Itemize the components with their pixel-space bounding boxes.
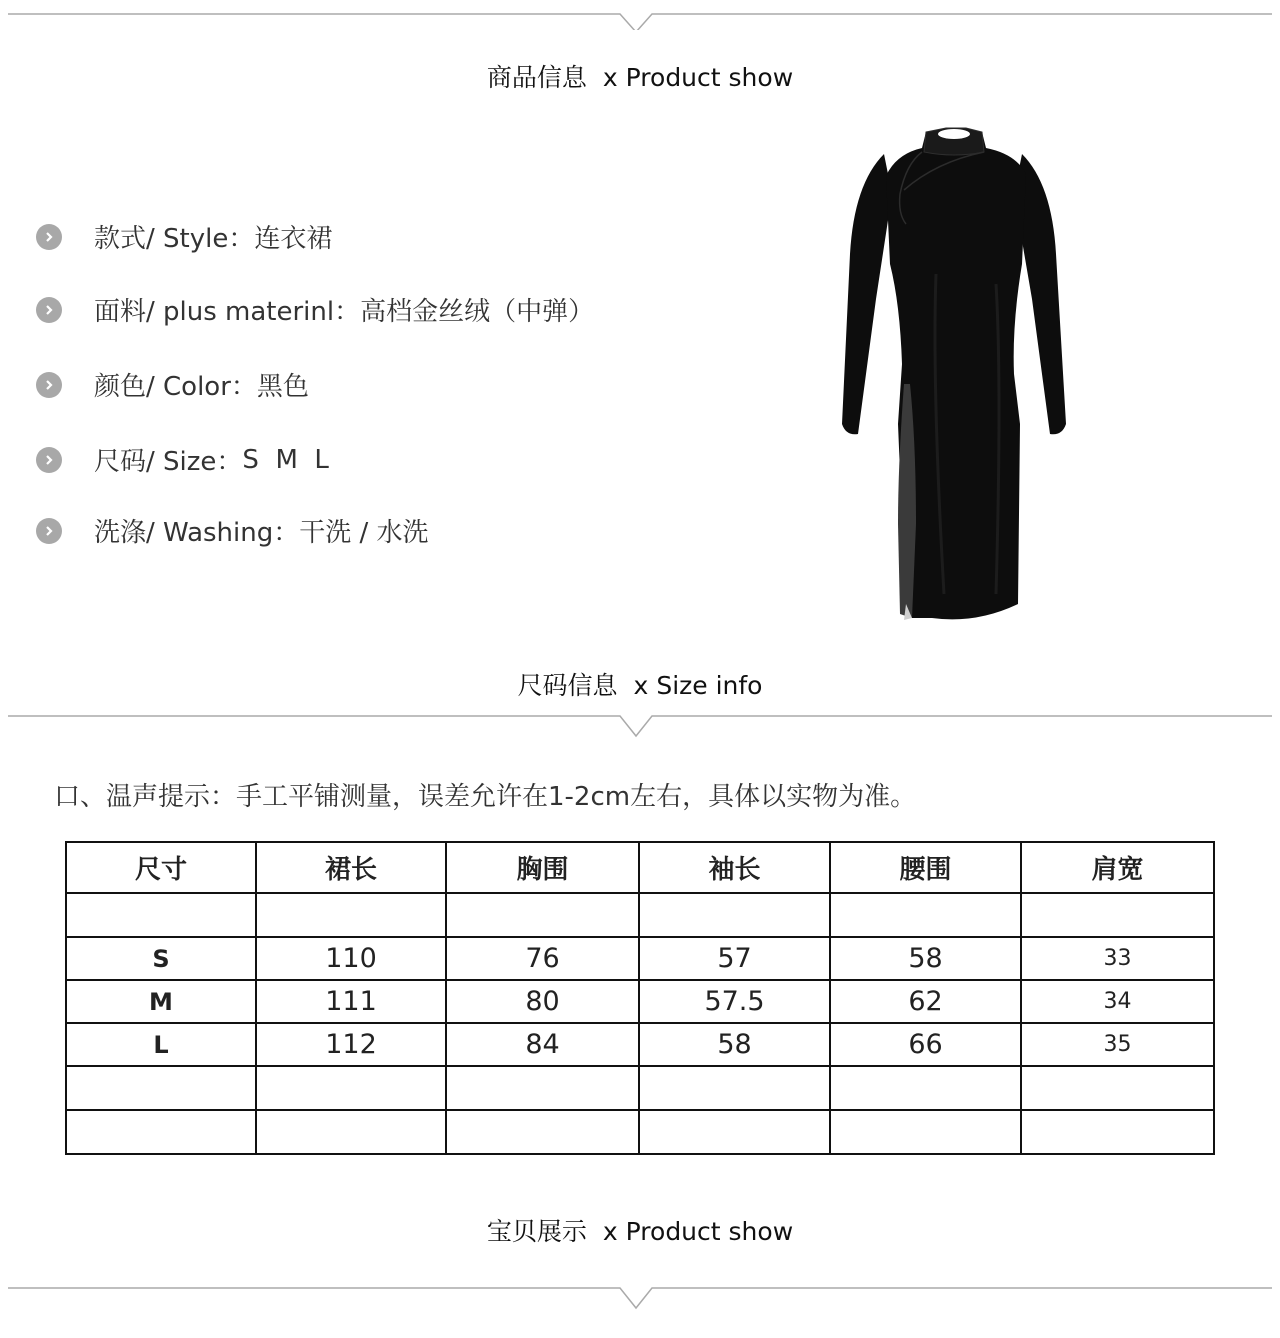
header-waist: 腰围	[830, 842, 1021, 893]
header-sleeve: 袖长	[639, 842, 830, 893]
table-row	[66, 937, 1214, 980]
feature-item-material	[36, 291, 594, 328]
table-cell	[446, 1066, 639, 1110]
table-cell	[639, 1066, 830, 1110]
product-display-title	[0, 1212, 1280, 1248]
feature-value: 黑色	[256, 372, 309, 402]
table-cell: 111	[256, 980, 446, 1023]
product-info-title	[0, 58, 1280, 94]
table-cell: 35	[1021, 1023, 1214, 1066]
table-cell	[256, 893, 446, 937]
product-info-title-en: Product show	[625, 63, 794, 92]
size-info-title-en: Size info	[656, 671, 763, 700]
header-bust: 胸围	[446, 842, 639, 893]
chevron-right-icon	[36, 372, 62, 398]
table-cell	[446, 893, 639, 937]
table-cell: 62	[830, 980, 1021, 1023]
feature-value: 干洗 / 水洗	[299, 518, 429, 548]
table-cell: 110	[256, 937, 446, 980]
table-cell	[66, 1110, 256, 1154]
table-row	[66, 1066, 1214, 1110]
table-cell: S	[66, 937, 256, 980]
feature-label: 尺码/ Size：	[94, 447, 243, 477]
table-cell	[830, 1066, 1021, 1110]
table-header-row	[66, 842, 1214, 893]
product-display-title-en: Product show	[625, 1217, 794, 1246]
table-cell: 80	[446, 980, 639, 1023]
table-cell: 57.5	[639, 980, 830, 1023]
table-cell: 66	[830, 1023, 1021, 1066]
table-cell: 112	[256, 1023, 446, 1066]
table-cell	[446, 1110, 639, 1154]
chevron-right-icon	[36, 224, 62, 250]
title-separator: x	[602, 63, 618, 92]
size-table	[65, 841, 1215, 1155]
title-separator: x	[602, 1217, 618, 1246]
table-cell	[66, 1066, 256, 1110]
table-cell: L	[66, 1023, 256, 1066]
feature-item-color	[36, 366, 309, 403]
chevron-right-icon	[36, 447, 62, 473]
table-row	[66, 980, 1214, 1023]
header-length: 裙长	[256, 842, 446, 893]
size-info-title-cn: 尺码信息	[517, 671, 618, 700]
header-shoulder: 肩宽	[1021, 842, 1214, 893]
feature-label: 洗涤/ Washing：	[94, 518, 300, 548]
feature-value: 连衣裙	[254, 224, 333, 254]
table-cell	[1021, 1066, 1214, 1110]
product-info-title-cn: 商品信息	[486, 63, 587, 92]
table-row	[66, 1110, 1214, 1154]
table-cell: 57	[639, 937, 830, 980]
table-cell: 84	[446, 1023, 639, 1066]
table-cell: 58	[830, 937, 1021, 980]
chevron-right-icon	[36, 297, 62, 323]
feature-value: 高档金丝绒（中弹）	[360, 297, 595, 327]
title-separator: x	[633, 671, 649, 700]
table-row	[66, 893, 1214, 937]
chevron-right-icon	[36, 518, 62, 544]
product-image	[836, 124, 1070, 630]
table-cell: 34	[1021, 980, 1214, 1023]
table-cell: 76	[446, 937, 639, 980]
feature-label: 颜色/ Color：	[94, 372, 257, 402]
table-cell: 33	[1021, 937, 1214, 980]
feature-value: S M L	[242, 444, 329, 475]
table-cell	[639, 1110, 830, 1154]
table-cell: 58	[639, 1023, 830, 1066]
table-cell	[1021, 1110, 1214, 1154]
table-cell	[830, 893, 1021, 937]
feature-item-size	[36, 441, 329, 478]
middle-divider	[0, 702, 1280, 732]
table-cell	[1021, 893, 1214, 937]
feature-label: 款式/ Style：	[94, 224, 255, 254]
table-cell	[639, 893, 830, 937]
table-row	[66, 1023, 1214, 1066]
table-cell	[256, 1066, 446, 1110]
feature-label: 面料/ plus materinl：	[94, 297, 361, 327]
feature-item-style	[36, 218, 332, 255]
size-info-title	[0, 666, 1280, 702]
measurement-note: 口、温声提示：手工平铺测量，误差允许在1-2cm左右，具体以实物为准。	[54, 782, 917, 812]
top-divider	[0, 0, 1280, 30]
table-cell	[66, 893, 256, 937]
product-display-title-cn: 宝贝展示	[486, 1217, 587, 1246]
table-cell	[256, 1110, 446, 1154]
table-cell: M	[66, 980, 256, 1023]
bottom-divider	[0, 1274, 1280, 1304]
table-cell	[830, 1110, 1021, 1154]
feature-item-washing	[36, 512, 429, 549]
header-size: 尺寸	[66, 842, 256, 893]
